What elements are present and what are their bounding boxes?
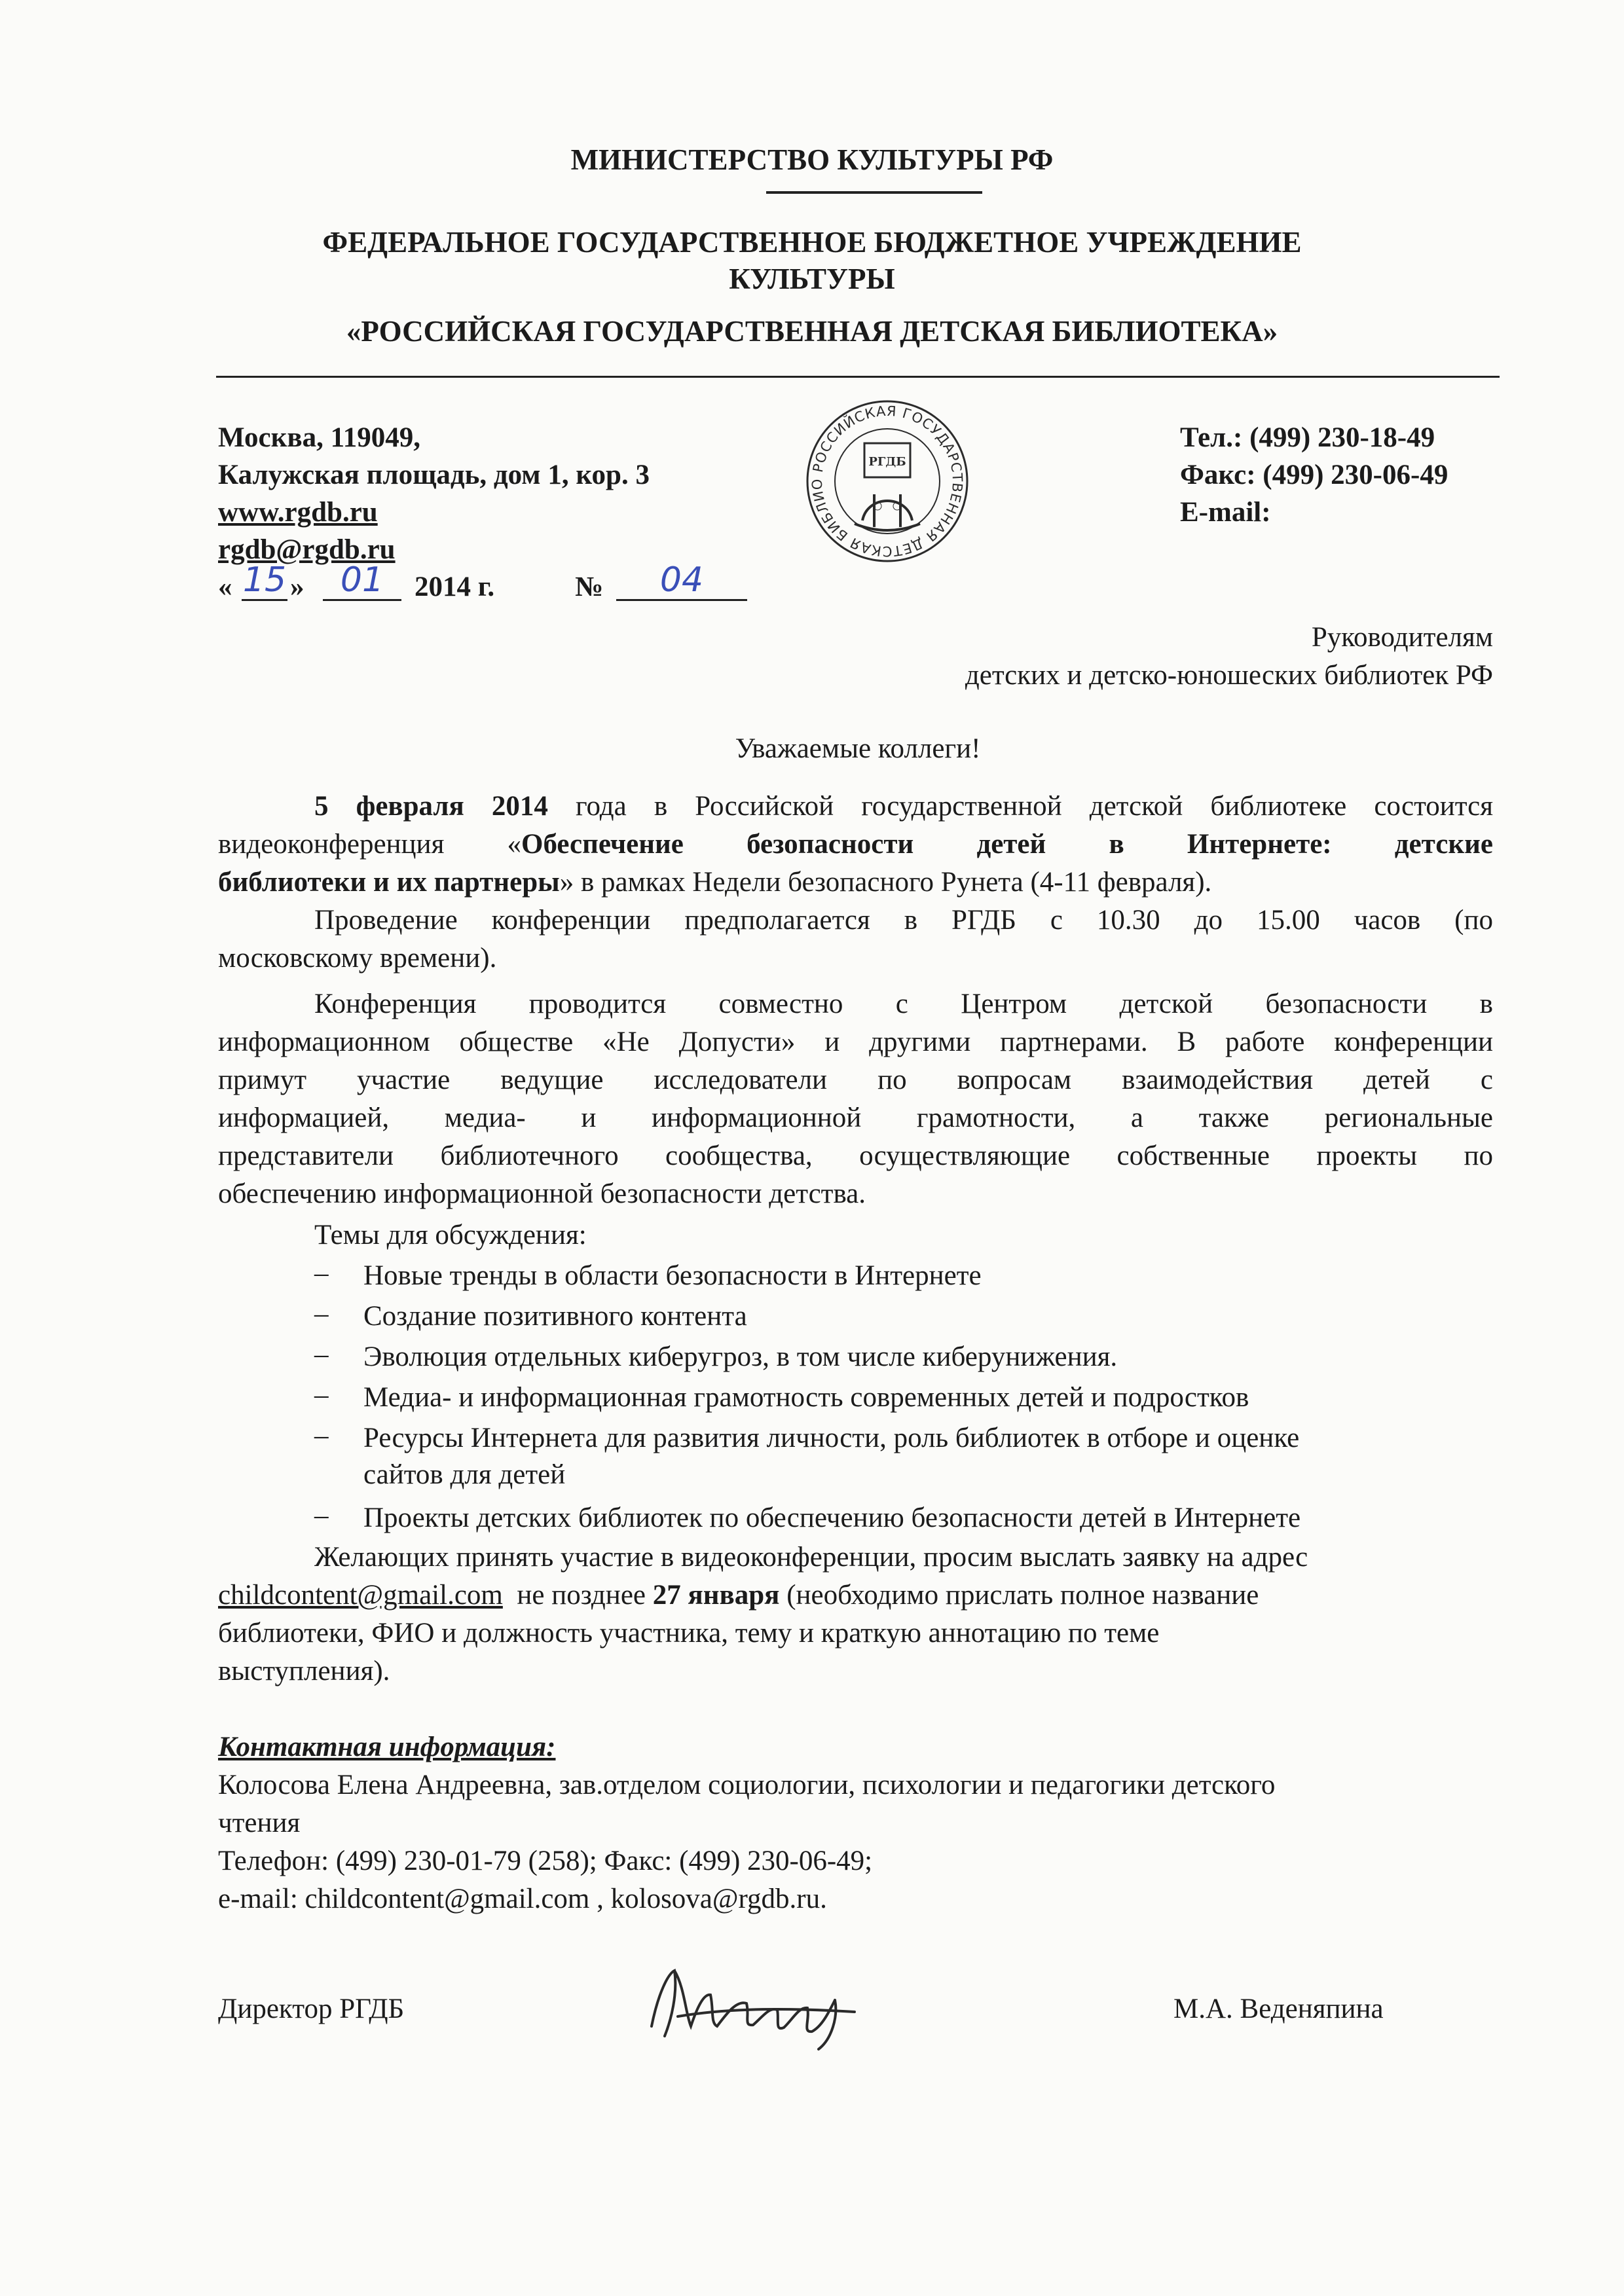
paragraph1-line1-text: года в Российской государственной детской библиотеке состоится — [547, 791, 1493, 822]
date-close-quote: » — [290, 572, 304, 602]
paragraph3-line2: информационном обществе «Не Допусти» и другими партнерами. В работе конференции — [218, 1027, 1493, 1057]
phone-number: Тел.: (499) 230-18-49 — [1180, 422, 1435, 453]
topic-item: Создание позитивного контента — [363, 1301, 747, 1332]
address-street: Калужская площадь, дом 1, кор. 3 — [218, 460, 650, 490]
topic-item: Новые тренды в области безопасности в Интернете — [363, 1260, 982, 1291]
fax-number: Факс: (499) 230-06-49 — [1180, 460, 1449, 490]
seal-emblem-icon — [802, 396, 972, 566]
ministry-title: МИНИСТЕРСТВО КУЛЬТУРЫ РФ — [570, 143, 1054, 176]
contact-line2: чтения — [218, 1808, 301, 1838]
application-line2-rest: (необходимо прислать полное название — [779, 1580, 1259, 1611]
number-label: № — [575, 572, 604, 602]
org-title-line1: ФЕДЕРАЛЬНОЕ ГОСУДАРСТВЕННОЕ БЮДЖЕТНОЕ УЧРЕЖДЕНИЕ — [322, 226, 1302, 259]
signatory-position: Директор РГДБ — [218, 1994, 405, 2024]
date-day: 15 — [242, 560, 287, 600]
date-open-quote: « — [218, 572, 232, 602]
paragraph2-line2: московскому времени). — [218, 943, 497, 974]
paragraph3-line1: Конференция проводится совместно с Центром детской безопасности в — [314, 989, 1493, 1019]
handwritten-signature — [638, 1954, 874, 2052]
header-divider-full — [216, 376, 1500, 378]
topics-heading: Темы для обсуждения: — [314, 1220, 587, 1250]
header-divider-short — [766, 191, 982, 194]
signatory-name: М.А. Веденяпина — [1173, 1994, 1384, 2024]
paragraph3-line5: представители библиотечного сообщества, осуществляющие собственные проекты по — [218, 1140, 1493, 1171]
topic-dash: – — [314, 1500, 329, 1531]
paragraph1-line3-text: » в рамках Недели безопасного Рунета (4-11 февраля). — [559, 867, 1212, 898]
library-seal — [802, 396, 972, 566]
topic-item: Ресурсы Интернета для развития личности, роль библиотек в отборе и оценке — [363, 1423, 1300, 1453]
application-line3: библиотеки, ФИО и должность участника, тему и краткую аннотацию по теме — [218, 1618, 1160, 1649]
topic-item: Эволюция отдельных киберугроз, в том числе киберунижения. — [363, 1341, 1118, 1372]
topic-dash: – — [314, 1339, 329, 1370]
dateline — [218, 560, 807, 608]
application-line4: выступления). — [218, 1656, 390, 1686]
topic-item: Проекты детских библиотек по обеспечению безопасности детей в Интернете — [363, 1503, 1301, 1533]
website-link[interactable]: www.rgdb.ru — [218, 497, 378, 528]
svg-text:РОССИЙСКАЯ ГОСУДАРСТВЕННАЯ ДЕТ: РОССИЙСКАЯ ГОСУДАРСТВЕННАЯ ДЕТСКАЯ БИБЛИО — [809, 403, 966, 560]
recipient-line2: детских и детско-юношеских библиотек РФ — [965, 660, 1493, 691]
paragraph3-line6: обеспечению информационной безопасности детства. — [218, 1178, 866, 1209]
address-city: Москва, 119049, — [218, 422, 420, 453]
paragraph1-line2 — [218, 826, 1493, 864]
org-title-line2: КУЛЬТУРЫ — [729, 263, 895, 295]
org-title-line3: «РОССИЙСКАЯ ГОСУДАРСТВЕННАЯ ДЕТСКАЯ БИБЛИОТЕКА» — [346, 315, 1278, 348]
event-date: 5 февраля 2014 — [314, 791, 548, 822]
conference-title-part2: библиотеки и их партнеры — [218, 867, 560, 898]
application-line2-text: не позднее — [502, 1580, 653, 1611]
contact-line1: Колосова Елена Андреевна, зав.отделом социологии, психологии и педагогики детского — [218, 1770, 1276, 1800]
email-link[interactable]: rgdb@rgdb.ru — [218, 534, 396, 565]
paragraph1-line1 — [314, 788, 1493, 826]
paragraph3-line3: примут участие ведущие исследователи по вопросам взаимодействия детей с — [218, 1065, 1493, 1095]
application-line1: Желающих принять участие в видеоконференции, просим выслать заявку на адрес — [314, 1542, 1308, 1573]
deadline-date: 27 января — [652, 1580, 780, 1611]
email-label: E-mail: — [1180, 497, 1271, 528]
topic-dash: – — [314, 1258, 329, 1288]
document-number: 04 — [616, 562, 747, 601]
contact-line3: Телефон: (499) 230-01-79 (258); Факс: (499) 230-06-49; — [218, 1846, 873, 1876]
paragraph3-line4: информацией, медиа- и информационной грамотности, а также региональные — [218, 1102, 1493, 1133]
contact-email-link[interactable]: childcontent@gmail.com — [218, 1580, 503, 1611]
paragraph1-line3 — [218, 864, 1211, 902]
svg-text:РГДБ: РГДБ — [868, 455, 906, 469]
date-month: 01 — [323, 562, 401, 601]
conference-title-part1: Обеспечение безопасности детей в Интернете: детские — [521, 829, 1494, 860]
contact-line4: e-mail: childcontent@gmail.com , kolosova@rgdb.ru. — [218, 1884, 827, 1914]
paragraph2-line1: Проведение конференции предполагается в РГДБ с 10.30 до 15.00 часов (по — [314, 905, 1493, 936]
greeting: Уважаемые коллеги! — [735, 733, 981, 764]
topic-item: Медиа- и информационная грамотность современных детей и подростков — [363, 1382, 1249, 1413]
application-line2 — [218, 1576, 1259, 1614]
date-year: 2014 г. — [415, 572, 495, 602]
topic-dash: – — [314, 1379, 329, 1410]
paragraph1-line2-text: видеоконференция « — [218, 829, 522, 860]
topic-dash: – — [314, 1298, 329, 1329]
recipient-line1: Руководителям — [1311, 622, 1493, 653]
topic-item-continued: сайтов для детей — [363, 1459, 566, 1490]
topic-dash: – — [314, 1420, 329, 1451]
contact-heading: Контактная информация: — [218, 1732, 556, 1762]
